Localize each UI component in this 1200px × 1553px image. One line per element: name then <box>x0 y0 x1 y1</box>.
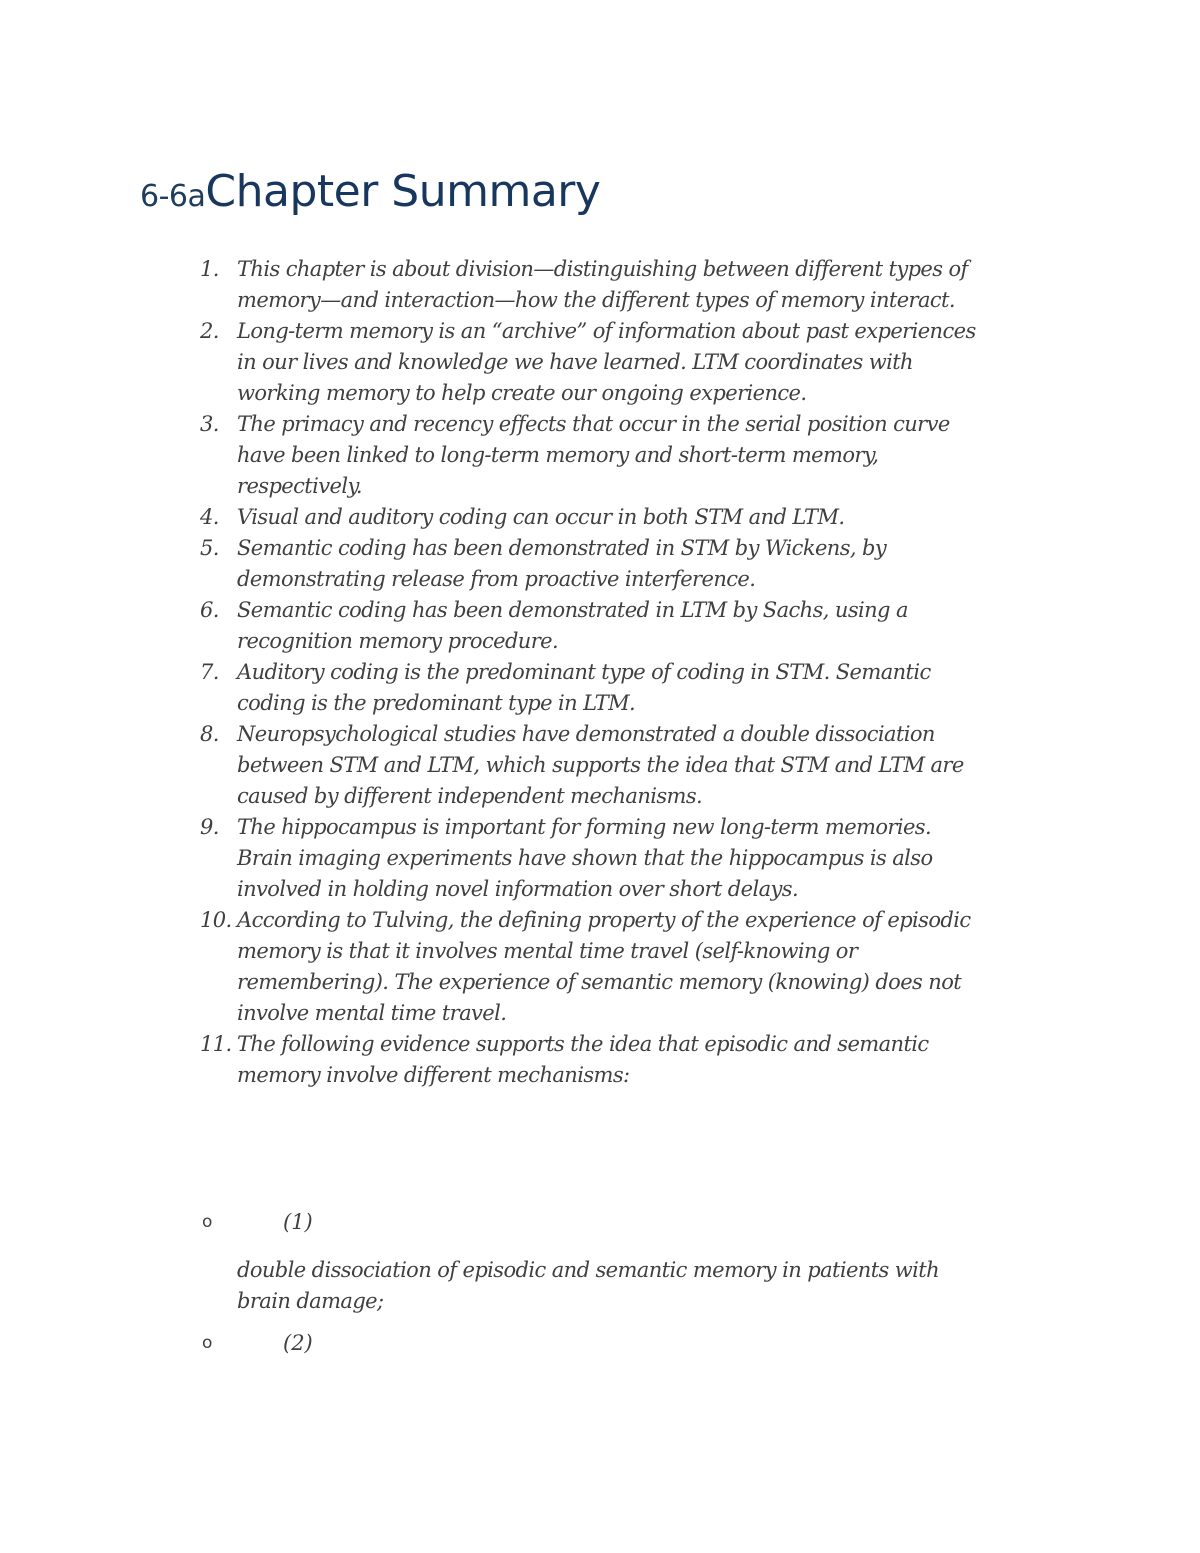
evidence-text: double dissociation of episodic and semantic memory in patients with brain damage; <box>237 1258 940 1313</box>
item-number: 8. <box>200 722 219 746</box>
list-item <box>200 409 980 502</box>
section-title: Chapter Summary <box>205 166 601 217</box>
list-item <box>200 1029 980 1091</box>
section-heading <box>140 166 601 217</box>
item-text: This chapter is about division—distinguishing between different types of memory—and interaction—how the different types of memory interact. <box>237 257 968 312</box>
item-number: 5. <box>200 536 219 560</box>
item-number: 1. <box>200 257 219 281</box>
item-text: Semantic coding has been demonstrated in LTM by Sachs, using a recognition memory procedure. <box>237 598 908 653</box>
chapter-summary-list <box>200 254 980 1091</box>
item-text: Long-term memory is an “archive” of information about past experiences in our lives and knowledge we have learned. LTM coordinates with working memory to help create our ongoing experience. <box>237 319 976 405</box>
list-item <box>200 533 980 595</box>
item-number: 7. <box>200 660 219 684</box>
list-item <box>200 812 980 905</box>
list-item <box>200 502 980 533</box>
list-item <box>200 719 980 812</box>
bullet-icon: o <box>202 1333 213 1353</box>
section-number: 6-6a <box>140 179 206 214</box>
item-number: 11. <box>200 1032 232 1056</box>
list-item <box>200 657 980 719</box>
item-text: Visual and auditory coding can occur in both STM and LTM. <box>237 505 845 529</box>
item-text: Auditory coding is the predominant type of coding in STM. Semantic coding is the predominant type in LTM. <box>237 660 931 715</box>
evidence-label: (2) <box>283 1331 313 1355</box>
item-text: The hippocampus is important for forming new long-term memories. Brain imaging experiments have shown that the hippocampus is also involved in holding novel information over short delays. <box>237 815 933 901</box>
list-item <box>200 595 980 657</box>
item-number: 6. <box>200 598 219 622</box>
item-number: 2. <box>200 319 219 343</box>
list-item <box>200 316 980 409</box>
item-number: 10. <box>200 908 232 932</box>
item-text: The primacy and recency effects that occur in the serial position curve have been linked to long-term memory and short-term memory, respectively. <box>237 412 950 498</box>
item-number: 9. <box>200 815 219 839</box>
item-text: Semantic coding has been demonstrated in STM by Wickens, by demonstrating release from proactive interference. <box>237 536 887 591</box>
item-text: According to Tulving, the defining property of the experience of episodic memory is that it involves mental time travel (self-knowing or remembering). The experience of semantic memory (knowing) does not involve mental time travel. <box>237 908 971 1025</box>
evidence-label: (1) <box>283 1210 313 1234</box>
item-text: The following evidence supports the idea that episodic and semantic memory involve different mechanisms: <box>237 1032 929 1087</box>
item-text: Neuropsychological studies have demonstrated a double dissociation between STM and LTM, which supports the idea that STM and LTM are caused by different independent mechanisms. <box>237 722 964 808</box>
item-number: 4. <box>200 505 219 529</box>
item-number: 3. <box>200 412 219 436</box>
bullet-icon: o <box>202 1212 213 1232</box>
list-item <box>200 905 980 1029</box>
list-item <box>200 254 980 316</box>
